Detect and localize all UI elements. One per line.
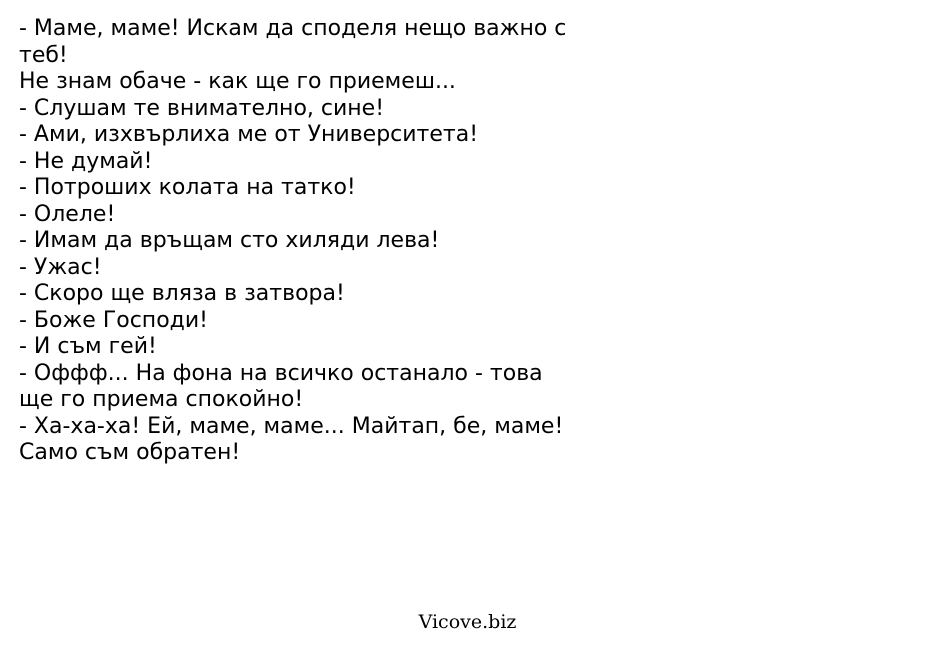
- joke-line: - Ужас!: [19, 254, 102, 280]
- joke-line: - Не думай!: [19, 148, 153, 174]
- joke-line: - Ха-ха-ха! Ей, маме, маме... Майтап, бе, маме!: [19, 413, 564, 439]
- joke-line: - Потроших колата на татко!: [19, 175, 356, 200]
- joke-line: - Боже Господи!: [19, 307, 208, 333]
- joke-line: Не знам обаче - как ще го приемеш...: [19, 69, 456, 94]
- joke-line: - Имам да връщам сто хиляди лева!: [19, 228, 440, 253]
- joke-line: теб!: [19, 42, 68, 68]
- joke-line: ще го приема спокойно!: [19, 387, 304, 412]
- joke-line: - Слушам те внимателно, сине!: [19, 95, 385, 121]
- joke-line: Само съм обратен!: [19, 440, 241, 465]
- joke-line: - Маме, маме! Искам да споделя нещо важно с: [19, 16, 567, 41]
- joke-line: - И съм гей!: [19, 334, 157, 359]
- joke-text: [19, 16, 619, 467]
- joke-line: - Скоро ще вляза в затвора!: [19, 281, 345, 306]
- joke-line: - Оффф... На фона на всичко останало - това: [19, 360, 543, 386]
- site-watermark: Vicove.biz: [418, 611, 517, 633]
- joke-line: - Олеле!: [19, 201, 116, 227]
- joke-line: - Ами, изхвърлиха ме от Университета!: [19, 122, 479, 147]
